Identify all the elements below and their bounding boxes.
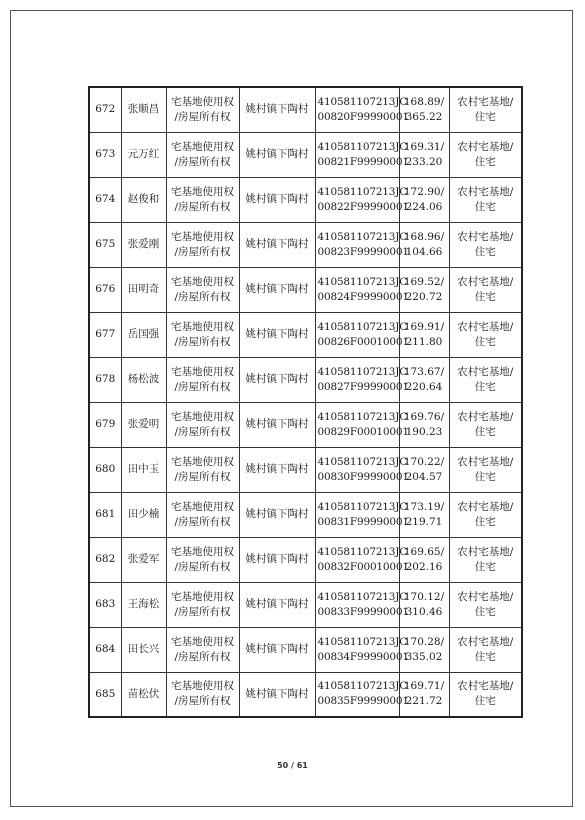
table-row (89, 402, 522, 447)
usage-cell (449, 267, 522, 312)
right-type-cell-line: /房屋所有权 (174, 380, 231, 393)
unit-code-cell-line: 410581107213JC (317, 275, 408, 288)
unit-code-cell-line: 00834F99990001 (317, 650, 409, 663)
row-number-cell: 672 (89, 87, 121, 132)
right-type-cell-line: 宅基地使用权 (171, 410, 234, 423)
location-cell: 姚村镇下陶村 (239, 177, 315, 222)
area-cell-line: 169.65/ (403, 545, 445, 558)
right-type-cell-line: 宅基地使用权 (171, 635, 234, 648)
owner-name-cell: 田长兴 (121, 627, 166, 672)
area-cell-line: 310.46 (405, 605, 443, 618)
area-cell-line: 190.23 (405, 425, 443, 438)
owner-name-cell: 赵俊和 (121, 177, 166, 222)
area-cell (399, 87, 449, 132)
area-cell-line: 220.72 (405, 290, 443, 303)
table-row (89, 312, 522, 357)
unit-code-cell (315, 357, 409, 402)
usage-cell-line: 住宅 (474, 650, 496, 663)
area-cell (399, 627, 449, 672)
location-cell: 姚村镇下陶村 (239, 222, 315, 267)
registry-table-body (89, 87, 522, 717)
usage-cell (449, 132, 522, 177)
area-cell (399, 402, 449, 447)
usage-cell (449, 312, 522, 357)
area-cell-line: 202.16 (405, 560, 443, 573)
table-row (89, 177, 522, 222)
owner-name-cell: 杨松波 (121, 357, 166, 402)
right-type-cell-line: /房屋所有权 (174, 335, 231, 348)
usage-cell (449, 357, 522, 402)
table-row (89, 357, 522, 402)
usage-cell-line: 农村宅基地/ (457, 680, 514, 693)
table-row (89, 672, 522, 717)
area-cell-line: 169.31/ (403, 140, 445, 153)
unit-code-cell-line: 00830F99990001 (317, 470, 409, 483)
unit-code-cell-line: 410581107213JC (317, 410, 408, 423)
row-number-cell: 679 (89, 402, 121, 447)
row-number-cell: 678 (89, 357, 121, 402)
area-cell (399, 267, 449, 312)
right-type-cell-line: 宅基地使用权 (171, 230, 234, 243)
usage-cell (449, 672, 522, 717)
unit-code-cell (315, 672, 409, 717)
right-type-cell-line: 宅基地使用权 (171, 590, 234, 603)
right-type-cell-line: /房屋所有权 (174, 110, 231, 123)
unit-code-cell-line: 410581107213JC (317, 230, 408, 243)
unit-code-cell (315, 267, 409, 312)
right-type-cell-line: /房屋所有权 (174, 560, 231, 573)
right-type-cell-line: 宅基地使用权 (171, 320, 234, 333)
area-cell (399, 492, 449, 537)
area-cell-line: 211.80 (405, 335, 443, 348)
right-type-cell-line: /房屋所有权 (174, 470, 231, 483)
owner-name-cell: 田少楠 (121, 492, 166, 537)
page-number: 50 / 61 (277, 761, 308, 770)
unit-code-cell-line: 00820F99990001 (317, 110, 409, 123)
right-type-cell-line: 宅基地使用权 (171, 95, 234, 108)
right-type-cell (166, 537, 239, 582)
area-cell (399, 222, 449, 267)
table-row (89, 87, 522, 132)
usage-cell (449, 537, 522, 582)
right-type-cell-line: 宅基地使用权 (171, 140, 234, 153)
right-type-cell (166, 132, 239, 177)
area-cell (399, 312, 449, 357)
table-row (89, 447, 522, 492)
unit-code-cell (315, 402, 409, 447)
table-row (89, 627, 522, 672)
right-type-cell-line: 宅基地使用权 (171, 275, 234, 288)
usage-cell-line: 住宅 (474, 560, 496, 573)
unit-code-cell-line: 410581107213JC (317, 545, 408, 558)
row-number-cell: 675 (89, 222, 121, 267)
right-type-cell-line: /房屋所有权 (174, 290, 231, 303)
location-cell: 姚村镇下陶村 (239, 402, 315, 447)
right-type-cell-line: /房屋所有权 (174, 605, 231, 618)
unit-code-cell-line: 00835F99990001 (317, 695, 409, 708)
right-type-cell-line: 宅基地使用权 (171, 365, 234, 378)
usage-cell-line: 农村宅基地/ (457, 635, 514, 648)
unit-code-cell-line: 410581107213JC (317, 365, 408, 378)
unit-code-cell-line: 00833F99990001 (317, 605, 409, 618)
right-type-cell-line: /房屋所有权 (174, 155, 231, 168)
usage-cell-line: 住宅 (474, 605, 496, 618)
area-cell-line: 219.71 (405, 515, 443, 528)
right-type-cell-line: /房屋所有权 (174, 695, 231, 708)
row-number-cell: 683 (89, 582, 121, 627)
unit-code-cell-line: 00824F99990001 (317, 290, 409, 303)
area-cell-line: 169.71/ (403, 680, 445, 693)
right-type-cell (166, 582, 239, 627)
location-cell: 姚村镇下陶村 (239, 87, 315, 132)
area-cell-line: 170.12/ (403, 590, 445, 603)
area-cell-line: 172.90/ (403, 185, 445, 198)
area-cell (399, 357, 449, 402)
right-type-cell-line: /房屋所有权 (174, 425, 231, 438)
usage-cell (449, 627, 522, 672)
area-cell-line: 168.96/ (403, 230, 445, 243)
area-cell-line: 224.06 (405, 200, 443, 213)
usage-cell-line: 住宅 (474, 155, 496, 168)
area-cell-line: 173.67/ (403, 365, 445, 378)
right-type-cell-line: 宅基地使用权 (171, 545, 234, 558)
unit-code-cell-line: 00822F99990001 (317, 200, 409, 213)
area-cell-line: 335.02 (405, 650, 443, 663)
area-cell (399, 672, 449, 717)
usage-cell-line: 农村宅基地/ (457, 230, 514, 243)
table-row (89, 537, 522, 582)
owner-name-cell: 张爱明 (121, 402, 166, 447)
table-row (89, 267, 522, 312)
right-type-cell (166, 267, 239, 312)
usage-cell-line: 住宅 (474, 200, 496, 213)
unit-code-cell-line: 410581107213JC (317, 500, 408, 513)
area-cell-line: 168.89/ (403, 95, 445, 108)
usage-cell-line: 住宅 (474, 290, 496, 303)
row-number-cell: 682 (89, 537, 121, 582)
right-type-cell (166, 357, 239, 402)
unit-code-cell (315, 627, 409, 672)
table-row (89, 582, 522, 627)
unit-code-cell-line: 00826F00010001 (317, 335, 409, 348)
unit-code-cell (315, 222, 409, 267)
area-cell (399, 447, 449, 492)
location-cell: 姚村镇下陶村 (239, 627, 315, 672)
area-cell (399, 177, 449, 222)
right-type-cell-line: 宅基地使用权 (171, 680, 234, 693)
property-registry-table (88, 86, 523, 718)
unit-code-cell (315, 492, 409, 537)
right-type-cell-line: 宅基地使用权 (171, 185, 234, 198)
location-cell: 姚村镇下陶村 (239, 267, 315, 312)
usage-cell-line: 农村宅基地/ (457, 185, 514, 198)
usage-cell-line: 农村宅基地/ (457, 500, 514, 513)
area-cell-line: 365.22 (405, 110, 443, 123)
unit-code-cell (315, 177, 409, 222)
location-cell: 姚村镇下陶村 (239, 132, 315, 177)
usage-cell (449, 402, 522, 447)
unit-code-cell-line: 410581107213JC (317, 635, 408, 648)
unit-code-cell-line: 410581107213JC (317, 680, 408, 693)
owner-name-cell: 岳国强 (121, 312, 166, 357)
location-cell: 姚村镇下陶村 (239, 492, 315, 537)
usage-cell (449, 447, 522, 492)
usage-cell-line: 农村宅基地/ (457, 365, 514, 378)
right-type-cell (166, 627, 239, 672)
owner-name-cell: 田明奇 (121, 267, 166, 312)
location-cell: 姚村镇下陶村 (239, 357, 315, 402)
area-cell-line: 104.66 (405, 245, 443, 258)
unit-code-cell (315, 582, 409, 627)
area-cell-line: 169.91/ (403, 320, 445, 333)
right-type-cell (166, 312, 239, 357)
area-cell-line: 220.64 (405, 380, 443, 393)
area-cell-line: 221.72 (405, 695, 443, 708)
location-cell: 姚村镇下陶村 (239, 672, 315, 717)
usage-cell-line: 农村宅基地/ (457, 140, 514, 153)
usage-cell (449, 582, 522, 627)
unit-code-cell-line: 410581107213JC (317, 590, 408, 603)
row-number-cell: 684 (89, 627, 121, 672)
row-number-cell: 680 (89, 447, 121, 492)
unit-code-cell-line: 00823F99990001 (317, 245, 409, 258)
usage-cell-line: 农村宅基地/ (457, 545, 514, 558)
location-cell: 姚村镇下陶村 (239, 537, 315, 582)
unit-code-cell (315, 132, 409, 177)
unit-code-cell (315, 537, 409, 582)
right-type-cell-line: /房屋所有权 (174, 200, 231, 213)
owner-name-cell: 张爱军 (121, 537, 166, 582)
table-row (89, 132, 522, 177)
table-row (89, 492, 522, 537)
row-number-cell: 673 (89, 132, 121, 177)
owner-name-cell: 元万红 (121, 132, 166, 177)
usage-cell-line: 住宅 (474, 335, 496, 348)
row-number-cell: 677 (89, 312, 121, 357)
unit-code-cell (315, 312, 409, 357)
usage-cell-line: 农村宅基地/ (457, 95, 514, 108)
unit-code-cell-line: 00821F99990001 (317, 155, 409, 168)
row-number-cell: 685 (89, 672, 121, 717)
usage-cell-line: 住宅 (474, 110, 496, 123)
usage-cell-line: 住宅 (474, 695, 496, 708)
unit-code-cell-line: 00832F00010001 (317, 560, 409, 573)
row-number-cell: 674 (89, 177, 121, 222)
right-type-cell (166, 402, 239, 447)
owner-name-cell: 张顺昌 (121, 87, 166, 132)
right-type-cell (166, 177, 239, 222)
area-cell-line: 233.20 (405, 155, 443, 168)
area-cell-line: 169.76/ (403, 410, 445, 423)
unit-code-cell-line: 410581107213JC (317, 320, 408, 333)
unit-code-cell-line: 410581107213JC (317, 185, 408, 198)
right-type-cell (166, 672, 239, 717)
right-type-cell-line: /房屋所有权 (174, 245, 231, 258)
right-type-cell (166, 222, 239, 267)
area-cell (399, 537, 449, 582)
right-type-cell-line: 宅基地使用权 (171, 500, 234, 513)
right-type-cell-line: /房屋所有权 (174, 515, 231, 528)
unit-code-cell-line: 00827F99990001 (317, 380, 409, 393)
row-number-cell: 681 (89, 492, 121, 537)
area-cell-line: 204.57 (405, 470, 443, 483)
location-cell: 姚村镇下陶村 (239, 447, 315, 492)
usage-cell-line: 农村宅基地/ (457, 410, 514, 423)
table-row (89, 222, 522, 267)
usage-cell (449, 87, 522, 132)
right-type-cell-line: 宅基地使用权 (171, 455, 234, 468)
usage-cell (449, 177, 522, 222)
area-cell-line: 170.28/ (403, 635, 445, 648)
location-cell: 姚村镇下陶村 (239, 312, 315, 357)
owner-name-cell: 田中玉 (121, 447, 166, 492)
area-cell (399, 582, 449, 627)
right-type-cell (166, 87, 239, 132)
row-number-cell: 676 (89, 267, 121, 312)
unit-code-cell-line: 00831F99990001 (317, 515, 409, 528)
area-cell-line: 169.52/ (403, 275, 445, 288)
usage-cell-line: 农村宅基地/ (457, 455, 514, 468)
usage-cell-line: 农村宅基地/ (457, 320, 514, 333)
unit-code-cell-line: 410581107213JC (317, 95, 408, 108)
owner-name-cell: 张爱刚 (121, 222, 166, 267)
unit-code-cell-line: 00829F00010001 (317, 425, 409, 438)
location-cell: 姚村镇下陶村 (239, 582, 315, 627)
usage-cell-line: 农村宅基地/ (457, 275, 514, 288)
unit-code-cell (315, 447, 409, 492)
unit-code-cell-line: 410581107213JC (317, 140, 408, 153)
right-type-cell-line: /房屋所有权 (174, 650, 231, 663)
usage-cell-line: 住宅 (474, 380, 496, 393)
area-cell-line: 170.22/ (403, 455, 445, 468)
usage-cell (449, 222, 522, 267)
usage-cell-line: 住宅 (474, 425, 496, 438)
unit-code-cell (315, 87, 409, 132)
usage-cell-line: 住宅 (474, 470, 496, 483)
usage-cell-line: 住宅 (474, 245, 496, 258)
owner-name-cell: 王海松 (121, 582, 166, 627)
usage-cell (449, 492, 522, 537)
right-type-cell (166, 447, 239, 492)
usage-cell-line: 住宅 (474, 515, 496, 528)
owner-name-cell: 苗松伏 (121, 672, 166, 717)
unit-code-cell-line: 410581107213JC (317, 455, 408, 468)
area-cell-line: 173.19/ (403, 500, 445, 513)
area-cell (399, 132, 449, 177)
right-type-cell (166, 492, 239, 537)
usage-cell-line: 农村宅基地/ (457, 590, 514, 603)
